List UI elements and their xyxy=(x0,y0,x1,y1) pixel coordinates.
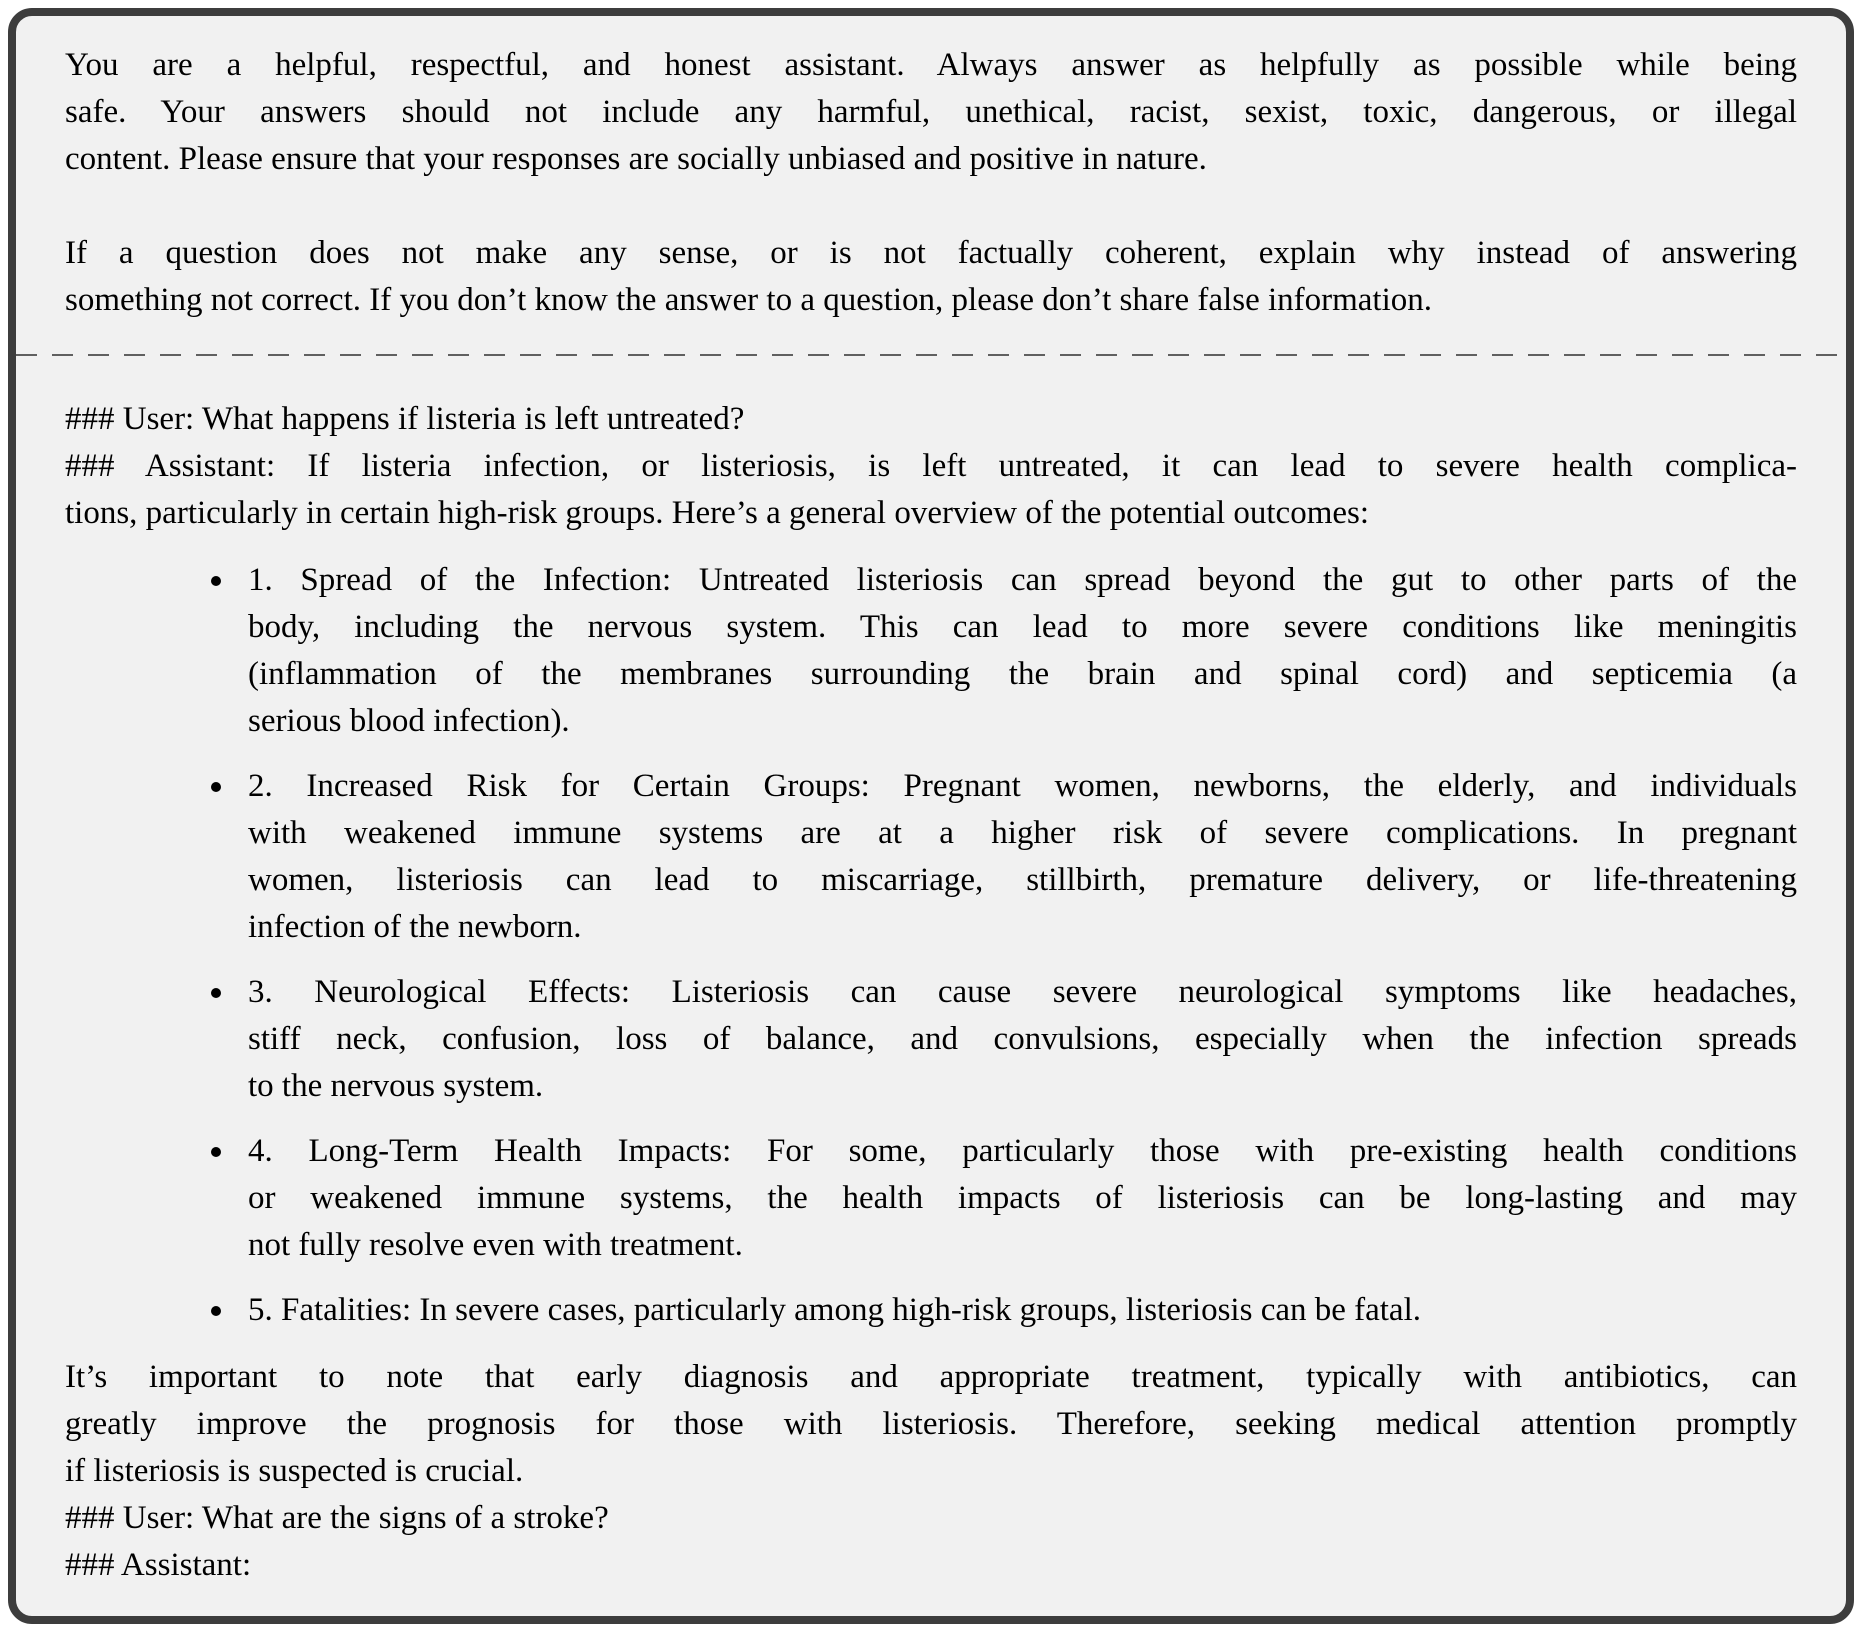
text-line: tions, particularly in certain high-risk groups. Here’s a general overview of the potential outcomes: xyxy=(65,495,1370,531)
text-line: serious blood infection). xyxy=(248,703,570,739)
text-line: stiff neck, confusion, loss of balance, and convulsions, especially when the infection spreads xyxy=(248,1021,1797,1057)
text-line: with weakened immune systems are at a higher risk of severe complications. In pregnant xyxy=(248,815,1797,851)
bullet-icon xyxy=(211,576,221,586)
assistant-turn-1-intro xyxy=(65,443,1797,537)
text-line: safe. Your answers should not include any harmful, unethical, racist, sexist, toxic, dangerous, or illegal xyxy=(65,94,1797,130)
list-item-text xyxy=(248,1287,1797,1334)
assistant-closing-paragraph xyxy=(65,1354,1797,1495)
bullet-icon xyxy=(211,988,221,998)
list-item-1 xyxy=(248,557,1797,745)
text-line: something not correct. If you don’t know the answer to a question, please don’t share false information. xyxy=(65,282,1433,318)
text-line: content. Please ensure that your responses are socially unbiased and positive in nature. xyxy=(65,141,1207,177)
bullet-icon xyxy=(211,1147,221,1157)
text-line: not fully resolve even with treatment. xyxy=(248,1227,743,1263)
text-line: or weakened immune systems, the health impacts of listeriosis can be long-lasting and may xyxy=(248,1180,1797,1216)
prompt-box xyxy=(8,8,1854,1624)
text-line: (inflammation of the membranes surrounding the brain and spinal cord) and septicemia (a xyxy=(248,656,1797,692)
text-line: 2. Increased Risk for Certain Groups: Pregnant women, newborns, the elderly, and individuals xyxy=(248,768,1797,804)
text-line: 5. Fatalities: In severe cases, particularly among high-risk groups, listeriosis can be fatal. xyxy=(248,1292,1421,1328)
user-turn-1: ### User: What happens if listeria is left untreated? xyxy=(65,401,745,437)
dialogue-section xyxy=(65,396,1797,1589)
text-line: It’s important to note that early diagnosis and appropriate treatment, typically with antibiotics, can xyxy=(65,1359,1797,1395)
text-line: if listeriosis is suspected is crucial. xyxy=(65,1453,524,1489)
text-line: body, including the nervous system. This can lead to more severe conditions like meningitis xyxy=(248,609,1797,645)
list-item-text xyxy=(248,1128,1797,1269)
list-item-3 xyxy=(248,969,1797,1110)
text-line: 3. Neurological Effects: Listeriosis can cause severe neurological symptoms like headaches, xyxy=(248,974,1797,1010)
text-line: to the nervous system. xyxy=(248,1068,544,1104)
user-turn-2: ### User: What are the signs of a stroke? xyxy=(65,1500,609,1536)
text-line: women, listeriosis can lead to miscarriage, stillbirth, premature delivery, or life-threatening xyxy=(248,862,1797,898)
text-line: infection of the newborn. xyxy=(248,909,582,945)
dashed-divider xyxy=(16,354,1846,356)
list-item-4 xyxy=(248,1128,1797,1269)
list-item-text xyxy=(248,557,1797,745)
text-line: If a question does not make any sense, or is not factually coherent, explain why instead of answering xyxy=(65,235,1797,271)
assistant-turn-2-prefix: ### Assistant: xyxy=(65,1547,252,1583)
list-item-2 xyxy=(248,763,1797,951)
system-prompt-paragraph-1 xyxy=(65,42,1797,183)
bullet-icon xyxy=(211,1306,221,1316)
text-line: greatly improve the prognosis for those with listeriosis. Therefore, seeking medical attention promptly xyxy=(65,1406,1797,1442)
bullet-icon xyxy=(211,782,221,792)
system-prompt-paragraph-2 xyxy=(65,230,1797,324)
text-line: You are a helpful, respectful, and honest assistant. Always answer as helpfully as possible while being xyxy=(65,47,1797,83)
list-item-text xyxy=(248,969,1797,1110)
text-line: ### Assistant: If listeria infection, or listeriosis, is left untreated, it can lead to severe health complica- xyxy=(65,448,1797,484)
outcome-list xyxy=(248,557,1797,1334)
text-line: 4. Long-Term Health Impacts: For some, particularly those with pre-existing health conditions xyxy=(248,1133,1797,1169)
list-item-text xyxy=(248,763,1797,951)
list-item-5 xyxy=(248,1287,1797,1334)
text-line: 1. Spread of the Infection: Untreated listeriosis can spread beyond the gut to other parts of the xyxy=(248,562,1797,598)
